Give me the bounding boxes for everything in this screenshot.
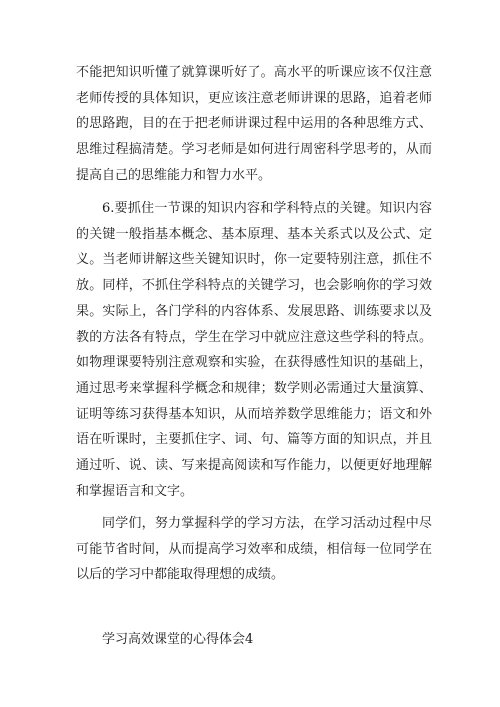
paragraph-key-points: 6.要抓住一节课的知识内容和学科特点的关键。知识内容的关键一般指基本概念、基本原理、基本关系式以及公式、定义。当老师讲解这些关键知识时，你一定要特别注意，抓住不放。同样，不抓住学科特点的关键学习，也会影响你的学习效果。实际上，各门学科的内容体系、发展思路、训练要求以及教的方法各有特点，学生在学习中就应注意这些学科的特点。如物理课要特别注意观察和实验，在获得感性知识的基础上，通过思考来掌握科学概念和规律；数学则必需通过大量演算、证明等练习获得基本知识，从而培养数学思维能力；语文和外语在听课时，主要抓住字、词、句、篇等方面的知识点，并且通过听、说、读、写来提高阅读和写作能力，以便更好地理解和掌握语言和文字。	[76, 201, 432, 499]
paragraph-conclusion: 同学们，努力掌握科学的学习方法，在学习活动过程中尽可能节省时间，从而提高学习效率和成绩，相信每一位同学在以后的学习中都能取得理想的成绩。	[76, 516, 432, 583]
paragraph-listening-thinking: 不能把知识听懂了就算课听好了。高水平的听课应该不仅注意老师传授的具体知识，更应该注意老师讲课的思路，追着老师的思路跑，目的在于把老师讲课过程中运用的各种思维方式、思维过程搞清楚。学习老师是如何进行周密科学思考的，从而提高自己的思维能力和智力水平。	[76, 65, 432, 183]
section-title: 学习高效课堂的心得体会4	[102, 632, 254, 647]
